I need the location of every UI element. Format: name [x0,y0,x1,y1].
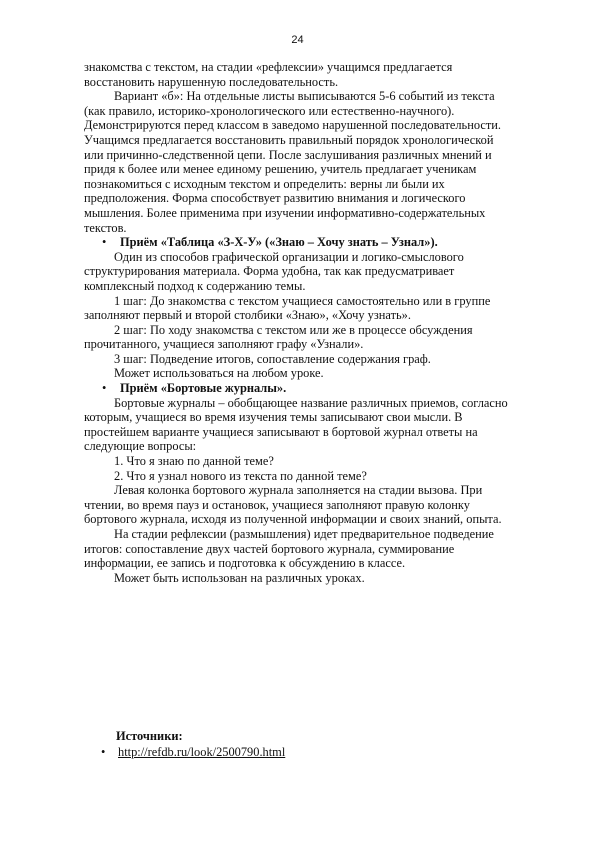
page-number: 24 [291,34,304,46]
text-line: 2. Что я узнал нового из текста по данной теме? [114,468,367,483]
text-line: прочитанного, учащиеся заполняют графу «Узнали». [84,337,364,352]
text-line: 2 шаг: По ходу знакомства с текстом или же в процессе обсуждения [114,322,473,337]
text-line: Может использоваться на любом уроке. [114,366,324,381]
text-line: познакомиться с исходным текстом и определить: верны ли были их [84,176,445,191]
text-line: комплексный подход к содержанию темы. [84,278,306,293]
text-line: или причинно-следственной цепи. После заслушивания различных мнений и [84,147,492,162]
text-line: следующие вопросы: [84,439,197,454]
text-line: 1 шаг: До знакомства с текстом учащиеся самостоятельно или в группе [114,293,491,308]
source-link[interactable]: http://refdb.ru/look/2500790.html [118,745,286,759]
text-line: (как правило, историко-хронологического или естественно-научного). [84,103,455,118]
text-line: знакомства с текстом, на стадии «рефлексии» учащимся предлагается [84,60,453,74]
text-line: простейшем варианте учащиеся записывают в бортовой журнал ответы на [84,424,478,439]
text-line: Учащимся предлагается восстановить правильный порядок хронологической [84,132,494,147]
text-line: восстановить нарушенную последовательность. [84,74,339,89]
text-line: 1. Что я знаю по данной теме? [114,454,274,469]
bullet-icon: • [101,745,106,759]
text-line: мышления. Более применима при изучении информативно-содержательных [84,205,486,220]
text-line: Левая колонка бортового журнала заполняется на стадии вызова. При [114,483,483,498]
text-line: Демонстрируются перед классом в заведомо нарушенной последовательности. [84,118,501,133]
bullet-heading: • Приём «Бортовые журналы». [84,381,544,396]
sources-heading: Источники: [116,729,183,743]
text-line: бортового журнала, исходя из полученной информации и своих знаний, опыта. [84,512,502,527]
document-body [84,60,544,585]
text-line: заполняют первый и второй столбики «Знаю», «Хочу узнать». [84,308,411,323]
text-line: Один из способов графической организации и логико-смыслового [114,249,464,264]
text-line: текстов. [84,220,127,235]
sources-list-item [101,745,285,760]
text-line: Бортовые журналы – обобщающее название различных приемов, согласно [114,395,508,410]
text-line: которым, учащиеся во время изучения темы записывают свои мысли. В [84,410,463,425]
text-line: информации, ее запись и подготовка к обсуждению в классе. [84,556,406,571]
text-line: Вариант «б»: На отдельные листы выписываются 5-6 событий из текста [114,89,495,104]
text-line: 3 шаг: Подведение итогов, сопоставление содержания граф. [114,351,431,366]
text-line: итогов: сопоставление двух частей бортового журнала, суммирование [84,541,455,556]
text-line: придя к более или менее единому решению, учитель предлагает ученикам [84,162,477,177]
bullet-heading: • Приём «Таблица «З-Х-У» («Знаю – Хочу знать – Узнал»). [84,235,544,250]
text-line: На стадии рефлексии (размышления) идет предварительное подведение [114,527,494,541]
text-line: Может быть использован на различных уроках. [114,570,365,585]
text-line: структурирования материала. Форма удобна, так как предусматривает [84,264,455,279]
text-line: чтении, во время пауз и остановок, учащиеся заполняют правую колонку [84,497,470,512]
text-line: предположения. Форма способствует развитию внимания и логического [84,191,466,206]
